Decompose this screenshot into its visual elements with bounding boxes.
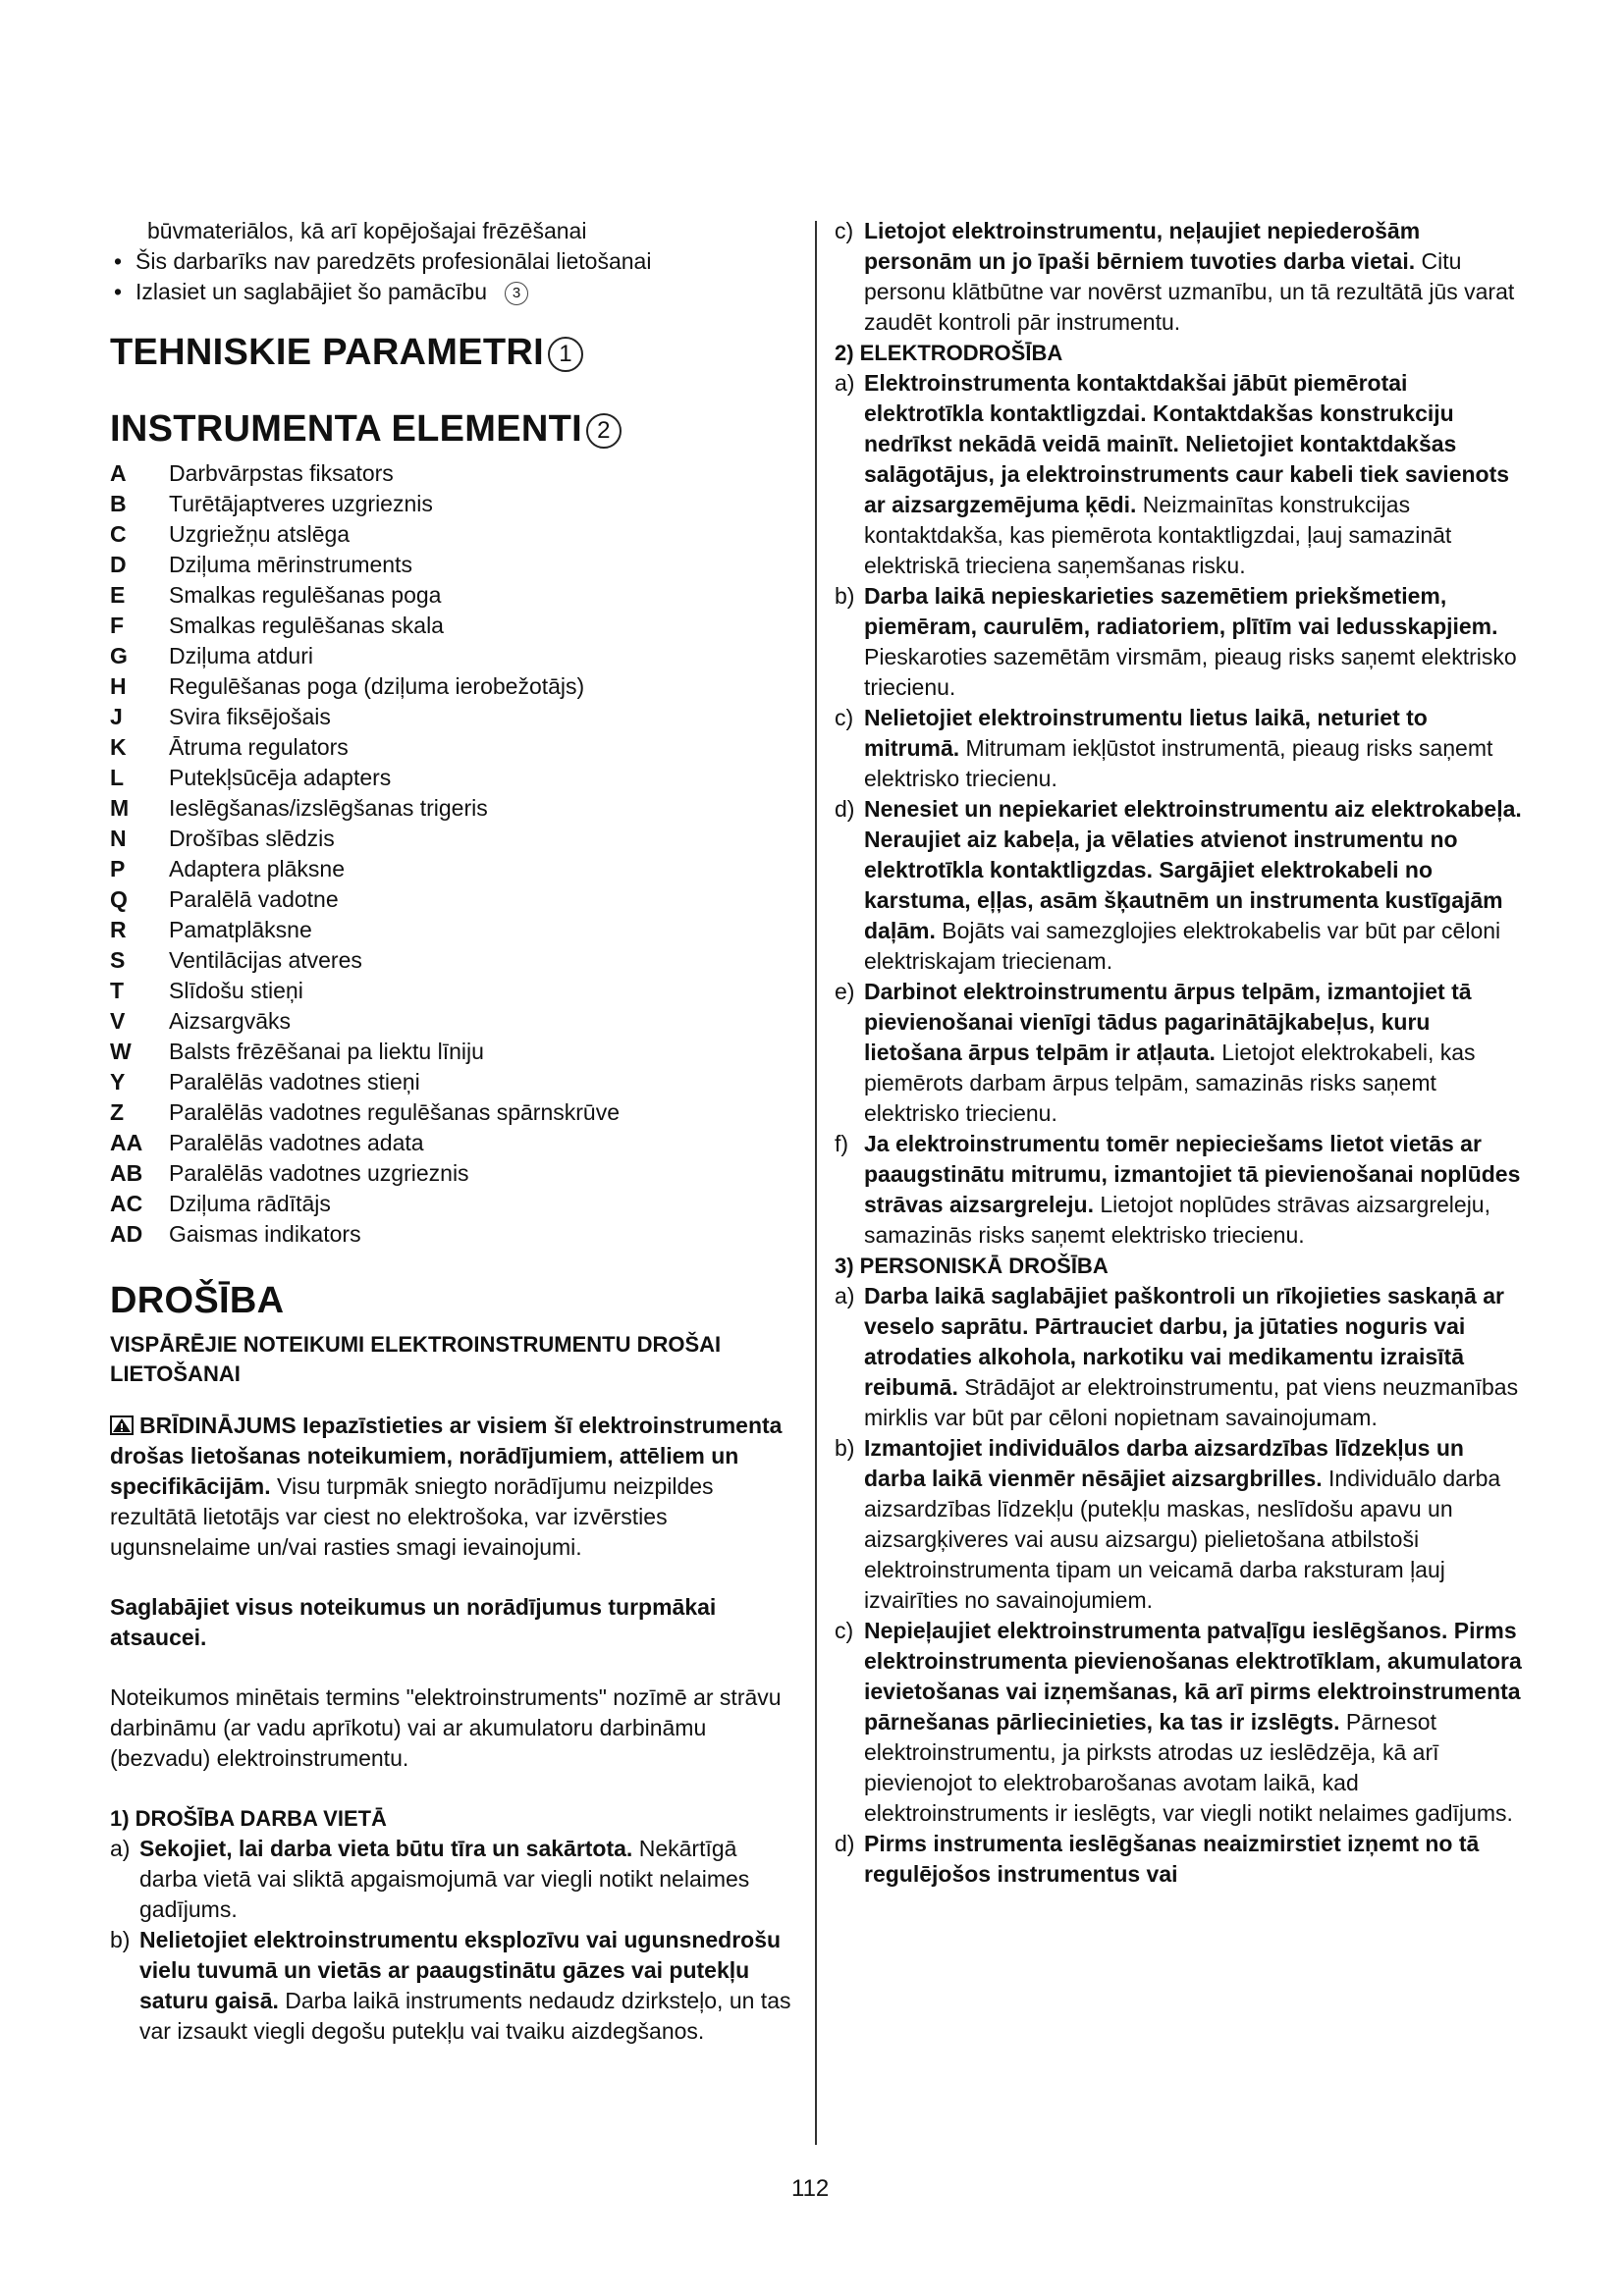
item-text: Sekojiet, lai darba vieta būtu tīra un sakārtota. Nekārtīgā darba vietā vai sliktā apgaismojumā var viegli notikt nelaimes gadījums. [139, 1836, 750, 1922]
component-item [110, 1006, 797, 1037]
list-item [110, 1834, 797, 1925]
component-item [110, 793, 797, 824]
item-text: Ja elektroinstrumentu tomēr nepieciešams lietot vietās ar paaugstinātu mitrumu, izmantojiet tā pievienošanai noplūdes strāvas aizsargreleju. Lietojot noplūdes strāvas aizsargreleju, samazinās risks saņemt elektrisko triecienu. [864, 1131, 1521, 1248]
component-key: H [110, 673, 127, 699]
warning-paragraph: BRĪDINĀJUMS Iepazīstieties ar visiem šī elektroinstrumenta drošas lietošanas noteikumiem, norādījumiem, attēliem un specifikācijām. Visu turpmāk sniegto norādījumu neizpildes rezultātā lietotājs var ciest no elektrošoka, var izvērsties ugunsnelaime un/vai rasties smagi ievainojumi. [110, 1413, 783, 1560]
item-text: Nelietojiet elektroinstrumentu lietus laikā, neturiet to mitrumā. Mitrumam iekļūstot instrumentā, pieaug risks saņemt elektrisko triecienu. [864, 705, 1493, 791]
save-instructions: Saglabājiet visus noteikumus un norādījumus turpmākai atsaucei. [110, 1594, 717, 1650]
component-item [110, 763, 797, 793]
component-label: Regulēšanas poga (dziļuma ierobežotājs) [169, 673, 585, 699]
list-item [835, 1281, 1522, 1433]
component-key: AD [110, 1221, 143, 1247]
component-label: Paralēlās vadotnes regulēšanas spārnskrūve [169, 1099, 620, 1125]
component-label: Ventilācijas atveres [169, 947, 362, 973]
component-label: Dziļuma atduri [169, 643, 313, 668]
item-marker: c) [835, 705, 854, 730]
safety-subheading: VISPĀRĒJIE NOTEIKUMI ELEKTROINSTRUMENTU DROŠAI LIETOŠANAI [110, 1332, 722, 1386]
intro-continuation: būvmateriālos, kā arī kopējošajai frēzēšanai [147, 218, 587, 243]
item-marker: c) [835, 1618, 854, 1643]
component-item [110, 1067, 797, 1097]
term-definition: Noteikumos minētais termins "elektroinstruments" nozīmē ar strāvu darbināmu (ar vadu aprīkotu) vai ar akumulatoru darbināmu (bezvadu) elektroinstrumentu. [110, 1684, 782, 1771]
component-label: Uzgriežņu atslēga [169, 521, 351, 547]
figure-ref: 3 [505, 282, 528, 305]
item-text: Darbinot elektroinstrumentu ārpus telpām, izmantojiet tā pievienošanai vienīgi tādus pagarinātājkabeļus, kuru lietošana ārpus telpām ir atļauta. Lietojot elektrokabeli, kas piemērots darbam ārpus telpām, samazinās risks saņemt elektrisko triecienu. [864, 979, 1476, 1126]
component-key: Z [110, 1099, 125, 1125]
component-key: C [110, 521, 127, 547]
component-item [110, 1097, 797, 1128]
component-key: AB [110, 1160, 143, 1186]
component-key: R [110, 917, 127, 942]
bullet-item: • Izlasiet un saglabājiet šo pamācību 3 [110, 277, 797, 307]
component-key: W [110, 1039, 132, 1064]
bullet-item: • Šis darbarīks nav paredzēts profesionālai lietošanai [110, 246, 797, 277]
section-title: 3) PERSONISKĀ DROŠĪBA [835, 1254, 1109, 1278]
section-items [835, 368, 1522, 1251]
list-item [835, 1829, 1522, 1890]
component-key: Y [110, 1069, 126, 1095]
page-number: 112 [791, 2175, 830, 2202]
section-title: 2) ELEKTRODROŠĪBA [835, 341, 1063, 365]
component-item [110, 854, 797, 884]
list-item [110, 1925, 797, 2047]
item-marker: d) [835, 796, 855, 822]
component-key: S [110, 947, 126, 973]
component-key: G [110, 643, 128, 668]
component-label: Balsts frēzēšanai pa liektu līniju [169, 1039, 484, 1064]
component-item [110, 824, 797, 854]
item-text: Nenesiet un nepiekariet elektroinstrumentu aiz elektrokabeļa. Neraujiet aiz kabeļa, ja vēlaties atvienot instrumentu no elektrotīkla kontaktligzdas. Sargājiet elektrokabeli no karstuma, eļļas, asām šķautnēm un instrumenta kustīgajām daļām. Bojāts vai samezglojies elektrokabelis var būt par cēloni elektriskajam triecienam. [864, 796, 1522, 974]
component-key: N [110, 826, 127, 851]
component-key: Q [110, 886, 128, 912]
component-item [110, 641, 797, 671]
component-item [110, 1037, 797, 1067]
item-marker: b) [835, 583, 855, 609]
list-item [835, 794, 1522, 977]
component-key: AC [110, 1191, 143, 1216]
component-item [110, 458, 797, 489]
component-key: M [110, 795, 130, 821]
list-item [835, 1129, 1522, 1251]
item-text: Darba laikā saglabājiet paškontroli un rīkojieties saskaņā ar veselo saprātu. Pārtrauciet darbu, ja jūtaties noguris vai atrodaties alkohola, narkotiku vai medikamentu izraisītā reibumā. Strādājot ar elektroinstrumentu, pat viens neuzmanības mirklis var būt par cēloni nopietnam savainojumam. [864, 1283, 1519, 1430]
component-label: Paralēlās vadotnes stieņi [169, 1069, 420, 1095]
component-label: Paralēlās vadotnes uzgrieznis [169, 1160, 469, 1186]
component-item [110, 611, 797, 641]
list-item [835, 1616, 1522, 1829]
component-key: J [110, 704, 123, 729]
component-key: A [110, 460, 127, 486]
component-label: Putekļsūcēja adapters [169, 765, 392, 790]
component-key: T [110, 978, 125, 1003]
component-label: Svira fiksējošais [169, 704, 331, 729]
section-items [835, 216, 1522, 338]
component-label: Drošības slēdzis [169, 826, 335, 851]
right-column [835, 216, 1522, 1890]
list-item [835, 977, 1522, 1129]
component-label: Turētājaptveres uzgrieznis [169, 491, 433, 516]
component-item [110, 1189, 797, 1219]
item-marker: f) [835, 1131, 849, 1156]
component-item [110, 884, 797, 915]
column-divider [815, 221, 817, 2145]
item-marker: d) [835, 1831, 855, 1856]
component-label: Paralēlā vadotne [169, 886, 339, 912]
component-key: P [110, 856, 126, 881]
list-item [835, 1433, 1522, 1616]
component-label: Dziļuma rādītājs [169, 1191, 331, 1216]
item-marker: c) [835, 218, 854, 243]
item-text: Izmantojiet individuālos darba aizsardzības līdzekļus un darba laikā vienmēr nēsājiet aizsargbrilles. Individuālo darba aizsardzības līdzekļu (putekļu maskas, neslīdošu apavu un aizsargķiveres vai ausu aizsargu) pielietošana atbilstoši elektroinstrumenta tipam un veicamā darba raksturam ļauj izvairīties no savainojumiem. [864, 1435, 1501, 1613]
component-label: Adaptera plāksne [169, 856, 346, 881]
heading-elements: INSTRUMENTA ELEMENTI 2 [110, 407, 797, 451]
component-label: Darbvārpstas fiksators [169, 460, 394, 486]
list-item [835, 581, 1522, 703]
section-items [110, 1834, 797, 2047]
component-item [110, 1158, 797, 1189]
item-text: Darba laikā nepieskarieties sazemētiem priekšmetiem, piemēram, caurulēm, radiatoriem, plītīm vai ledusskapjiem. Pieskaroties sazemētām virsmām, pieaug risks saņemt elektrisko triecienu. [864, 583, 1517, 700]
list-item [835, 216, 1522, 338]
component-item [110, 489, 797, 519]
component-item [110, 671, 797, 702]
list-item [835, 703, 1522, 794]
list-item [835, 368, 1522, 581]
component-list [110, 458, 797, 1250]
figure-ref: 1 [548, 337, 583, 372]
component-label: Smalkas regulēšanas poga [169, 582, 442, 608]
component-label: Slīdošu stieņi [169, 978, 303, 1003]
component-label: Dziļuma mērinstruments [169, 552, 412, 577]
component-item [110, 702, 797, 732]
item-marker: e) [835, 979, 855, 1004]
component-label: Paralēlās vadotnes adata [169, 1130, 424, 1155]
item-text: Elektroinstrumenta kontaktdakšai jābūt piemērotai elektrotīkla kontaktligzdai. Kontaktdakšas konstrukciju nedrīkst nekādā veidā mainīt. Nelietojiet kontaktdakšas salāgotājus, ja elektroinstruments caur kabeli tiek savienots ar aizsargzemējuma ķēdi. Neizmainītas konstrukcijas kontaktdakša, kas piemērota kontaktligzdai, ļauj samazināt elektriskā trieciena saņemšanas risku. [864, 370, 1510, 578]
component-item [110, 519, 797, 550]
left-column [110, 216, 797, 2047]
component-item [110, 732, 797, 763]
section-title: 1) DROŠĪBA DARBA VIETĀ [110, 1806, 387, 1831]
figure-ref: 2 [586, 413, 622, 449]
component-key: K [110, 734, 127, 760]
heading-safety: DROŠĪBA [110, 1280, 285, 1321]
component-label: Aizsargvāks [169, 1008, 291, 1034]
component-item [110, 550, 797, 580]
item-marker: a) [835, 370, 855, 396]
component-label: Gaismas indikators [169, 1221, 361, 1247]
warning-icon [110, 1415, 134, 1435]
component-key: AA [110, 1130, 143, 1155]
component-item [110, 580, 797, 611]
item-text: Lietojot elektroinstrumentu, neļaujiet nepiederošām personām un jo īpaši bērniem tuvoties darba vietai. Citu personu klātbūtne var novērst uzmanību, un tā rezultātā jūs varat zaudēt kontroli pār instrumentu. [864, 218, 1515, 335]
item-marker: b) [835, 1435, 855, 1461]
component-label: Ātruma regulators [169, 734, 349, 760]
component-key: B [110, 491, 127, 516]
component-item [110, 915, 797, 945]
component-key: F [110, 613, 125, 638]
component-item [110, 945, 797, 976]
item-text: Nelietojiet elektroinstrumentu eksplozīvu vai ugunsnedrošu vielu tuvumā un vietās ar paaugstinātu gāzes vai putekļu saturu gaisā. Darba laikā instruments nedaudz dzirksteļo, un tas var izsaukt viegli degošu putekļu vai tvaiku aizdegšanos. [139, 1927, 791, 2044]
component-item [110, 1219, 797, 1250]
item-text: Pirms instrumenta ieslēgšanas neaizmirstiet izņemt no tā regulējošos instrumentus vai [864, 1831, 1480, 1887]
component-key: D [110, 552, 127, 577]
component-label: Ieslēgšanas/izslēgšanas trigeris [169, 795, 488, 821]
component-key: V [110, 1008, 126, 1034]
component-label: Pamatplāksne [169, 917, 312, 942]
component-key: E [110, 582, 126, 608]
component-label: Smalkas regulēšanas skala [169, 613, 444, 638]
section-items [835, 1281, 1522, 1890]
item-marker: a) [110, 1836, 131, 1861]
heading-tech-params: TEHNISKIE PARAMETRI 1 [110, 331, 797, 374]
item-text: Nepieļaujiet elektroinstrumenta patvaļīgu ieslēgšanos. Pirms elektroinstrumenta pievienošanas elektrotīklam, akumulatora ievietošanas vai izņemšanas, kā arī pirms elektroinstrumenta pārnešanas pārliecinieties, ka tas ir izslēgts. Pārnesot elektroinstrumentu, ja pirksts atrodas uz ieslēdzēja, kā arī pievienojot to elektrobarošanas avotam laikā, kad elektroinstruments ir ieslēgts, var viegli notikt nelaimes gadījums. [864, 1618, 1522, 1826]
component-item [110, 1128, 797, 1158]
component-key: L [110, 765, 125, 790]
item-marker: a) [835, 1283, 855, 1308]
item-marker: b) [110, 1927, 131, 1952]
component-item [110, 976, 797, 1006]
